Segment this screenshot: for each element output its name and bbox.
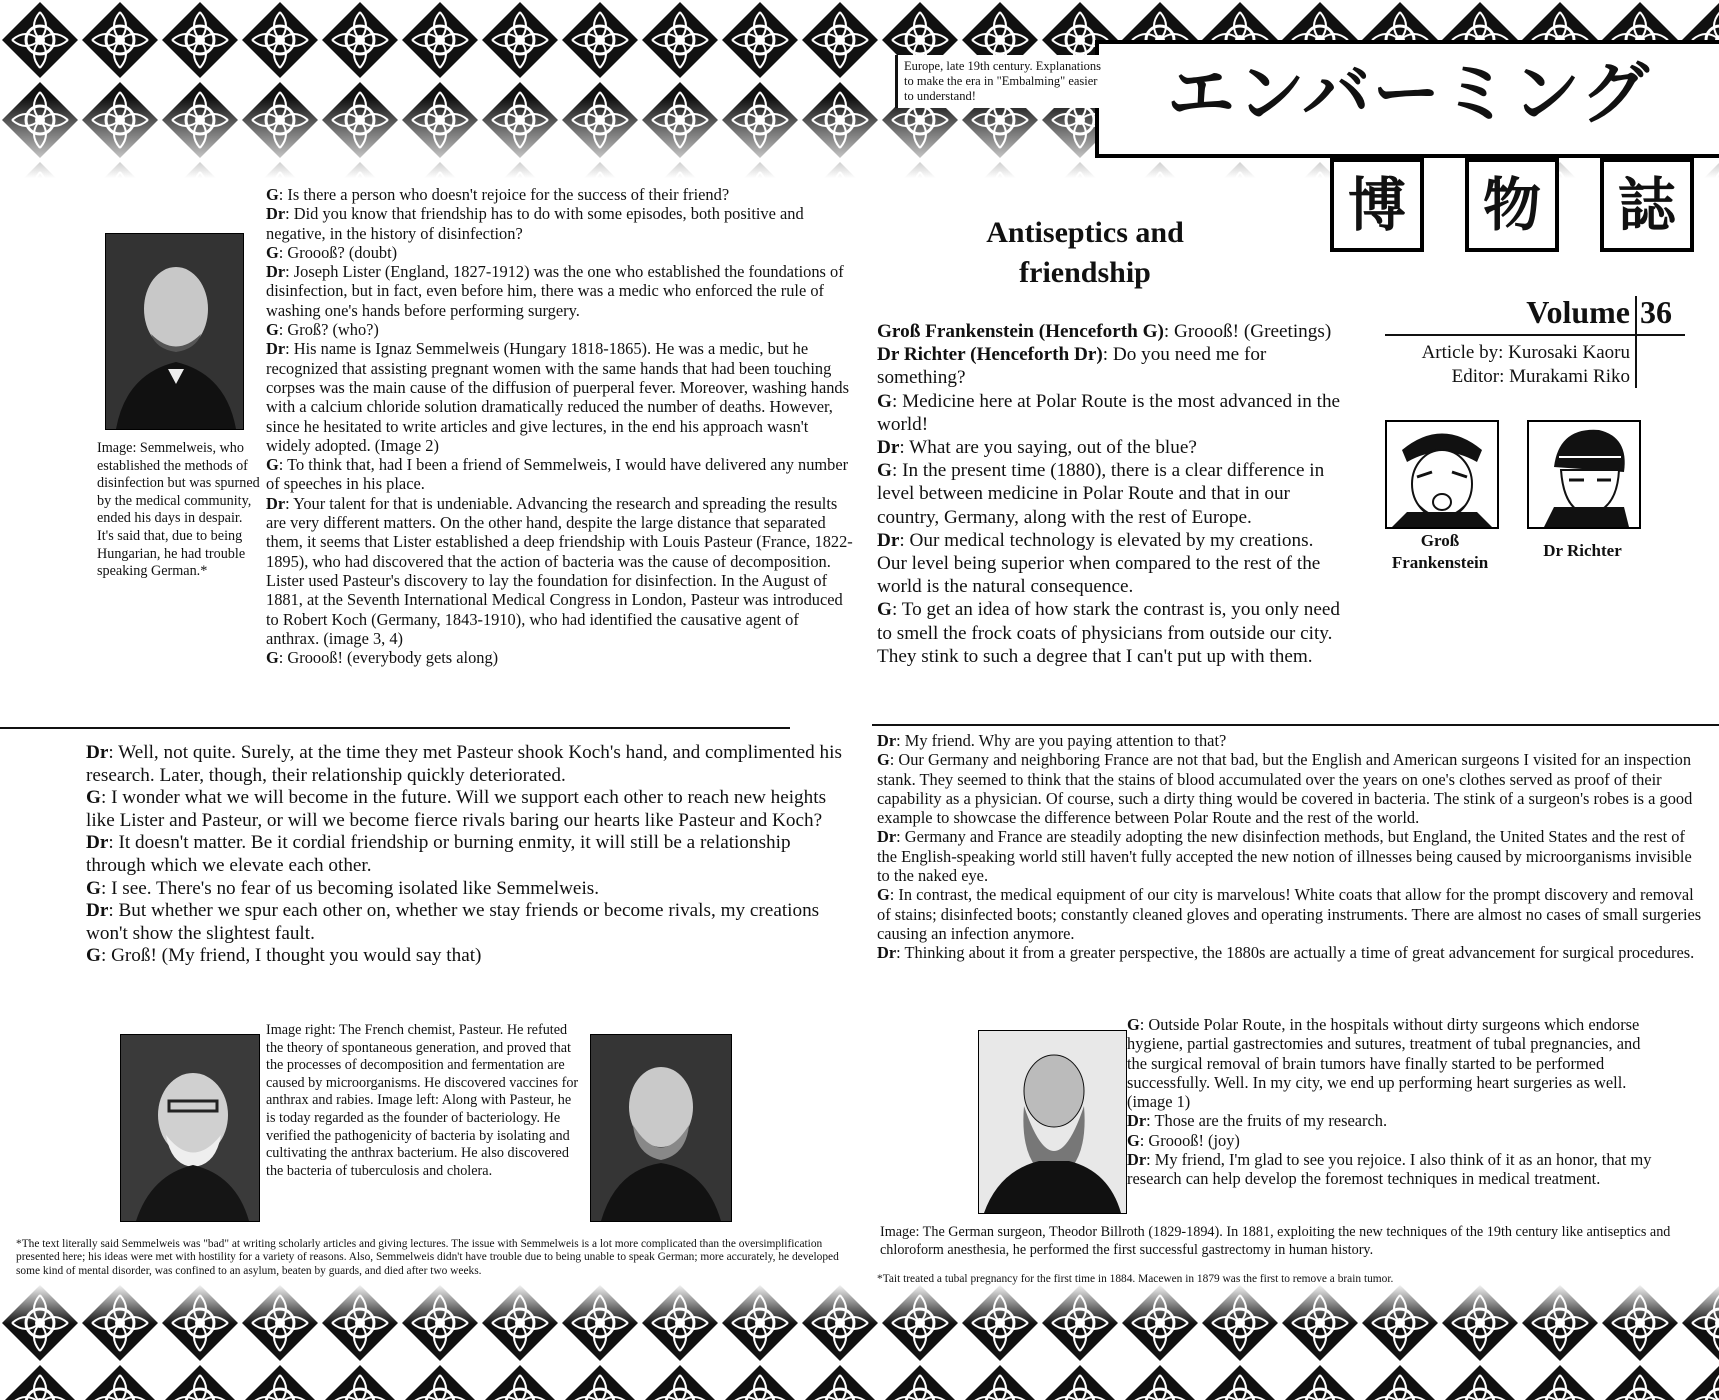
dialogue-line xyxy=(86,742,846,787)
logo-kanji-2: 物 xyxy=(1465,158,1559,252)
left-divider xyxy=(0,727,790,729)
bottom-pattern-band xyxy=(0,1283,1719,1400)
speaker: Dr xyxy=(266,204,286,224)
semmelweis-portrait-icon xyxy=(106,234,243,429)
speech: : Is there a person who doesn't rejoice for the success of their friend? xyxy=(278,185,730,204)
koch-photo xyxy=(120,1034,260,1222)
pasteur-koch-caption: Image right: The French chemist, Pasteur. He refuted the theory of spontaneous generation, and proved that the processes of decomposition and fermentation are caused by microorganisms. He discovered vaccines for anthrax and rabies. Image left: Along with Pasteur, he is today regarded as the founder of bacteriology. He verified the pathogenicity of bacteria by isolating and cultivating the anthrax bacterium. He also discovered the bacteria of tuberculosis and cholera. xyxy=(266,1022,579,1179)
richter-name-line1: Dr Richter xyxy=(1543,541,1622,560)
dialogue-line xyxy=(877,390,1347,436)
speaker: G xyxy=(877,460,892,482)
footnote-left: *The text literally said Semmelweis was "bad" at writing scholarly articles and giving lectures. The issue with Semmelweis is a lot more complicated than the oversimplification presented here; his ideas were met with hostility for a variety of reasons. Also, Semmelweis didn't have trouble due to being unable to speak German; more accurately, he developed some kind of mental disorder, was confined to an asylum, beaten by guards, and died after two weeks. xyxy=(16,1238,839,1277)
dialogue-line xyxy=(1127,1111,1657,1130)
speech: : Germany and France are steadily adopting the new disinfection methods, but England, the United States and the rest of the English-speaking world still haven't fully accepted the new notion of illnesses being caused by microorganisms invisible to the naked eye. xyxy=(877,827,1692,886)
speaker: Dr Richter (Henceforth Dr) xyxy=(877,344,1103,366)
logo-katakana: エンバーミング xyxy=(1095,40,1719,158)
volume-rule xyxy=(1385,334,1685,336)
speaker: Groß Frankenstein (Henceforth G) xyxy=(877,321,1164,342)
dialogue-line xyxy=(266,339,856,455)
dialogue-line xyxy=(86,900,846,945)
dialogue-line xyxy=(877,598,1347,668)
speech: : What are you saying, out of the blue? xyxy=(899,437,1197,459)
richter-name xyxy=(1515,540,1650,562)
article-title xyxy=(960,213,1210,293)
volume-number: 36 xyxy=(1640,294,1672,330)
speech: : Our Germany and neighboring France are not that bad, but the English and American surgeons I visited for an inspection stank. They seemed to think that the stains of blood accumulated over the years on one's clothes served as proof of their capability as a physician. Of course, such a dirty thing would be covered in bacteria. The stink of a surgeon's robes is a good example to showcase the difference between Polar Route and the rest of the world. xyxy=(877,750,1693,828)
speaker: Dr xyxy=(1127,1111,1147,1131)
pasteur-portrait-icon xyxy=(591,1035,731,1221)
speaker: Dr xyxy=(266,339,286,359)
title-line-2: friendship xyxy=(1019,256,1151,289)
bottom-right-dialogue xyxy=(877,731,1707,963)
speaker: Dr xyxy=(877,731,897,750)
title-line-1: Antiseptics and xyxy=(986,216,1184,249)
billroth-caption: Image: The German surgeon, Theodor Billroth (1829-1894). In 1881, exploiting the new techniques of the 19th century like antiseptics and chloroform anesthesia, he performed the first successful gastrectomy in human history. xyxy=(880,1224,1671,1258)
gross-face-icon xyxy=(1387,422,1497,527)
speech: : Groooß? (doubt) xyxy=(278,242,398,262)
speaker: Dr xyxy=(877,827,897,847)
dialogue-line xyxy=(266,648,856,667)
speech: : Joseph Lister (England, 1827-1912) was the one who established the foundations of disinfection, but in fact, even before him, there was a medic who enforced the rule of washing one's hands before performing surgery. xyxy=(266,262,844,320)
speech: : In contrast, the medical equipment of our city is marvelous! White coats that allow for the prompt discovery and removal of stains; disinfected boots; constantly cleaned gloves and operating instruments. There are almost no cases of small surgeries causing an infection anymore. xyxy=(877,885,1702,943)
bottom-left-dialogue xyxy=(86,742,846,968)
speaker: G xyxy=(266,320,279,340)
speech: : To think that, had I been a friend of Semmelweis, I would have delivered any number of speeches in his place. xyxy=(266,455,849,494)
speech: : Well, not quite. Surely, at the time they met Pasteur shook Koch's hand, and complimented his research. Later, though, their relationship quickly deteriorated. xyxy=(86,742,842,786)
dialogue-line xyxy=(266,243,856,262)
dialogue-line xyxy=(877,343,1347,389)
semmelweis-photo xyxy=(105,233,244,430)
koch-portrait-icon xyxy=(121,1035,259,1221)
billroth-dialogue xyxy=(1127,1015,1657,1189)
gross-name-line2: Frankenstein xyxy=(1391,553,1489,572)
dialogue-line xyxy=(1127,1015,1657,1111)
top-left-dialogue xyxy=(266,185,856,667)
dialogue-line xyxy=(86,945,846,968)
speech: : It doesn't matter. Be it cordial friendship or burning enmity, it will still be a relationship through which we elevate each other. xyxy=(86,832,791,876)
dialogue-line xyxy=(86,787,846,832)
intro-dialogue xyxy=(877,320,1347,668)
dialogue-line xyxy=(877,436,1347,459)
speech: : Did you know that friendship has to do with some episodes, both positive and negative, in the history of disinfection? xyxy=(266,204,804,243)
billroth-portrait-icon xyxy=(979,1031,1126,1213)
speech: : Groß! (My friend, I thought you would say that) xyxy=(100,945,482,967)
logo-kanji-row xyxy=(1320,158,1710,250)
speaker: G xyxy=(877,750,890,770)
dialogue-line xyxy=(266,262,856,320)
footnote-right: *Tait treated a tubal pregnancy for the first time in 1884. Macewen in 1879 was the first to remove a brain tumor. xyxy=(877,1273,1394,1285)
logo-kanji-3: 誌 xyxy=(1600,158,1694,252)
dialogue-line xyxy=(266,320,856,339)
volume-block xyxy=(1385,296,1685,396)
dialogue-line xyxy=(86,878,846,901)
richter-face-icon xyxy=(1529,422,1639,527)
speech: : Do you need me for something? xyxy=(877,344,1267,389)
speaker: Dr xyxy=(266,493,286,513)
gross-name-line1: Groß xyxy=(1420,531,1460,550)
gross-portrait xyxy=(1385,420,1499,529)
speech: : To get an idea of how stark the contrast is, you only need to smell the frock coats of physicians from outside our city. They stink to such a degree that I can't put up with them. xyxy=(877,599,1340,667)
speaker: G xyxy=(1127,1015,1140,1034)
speaker: G xyxy=(877,390,892,412)
speech: : But whether we spur each other on, whether we stay friends or become rivals, my creations won't show the slightest fault. xyxy=(86,900,820,944)
speech: : Those are the fruits of my research. xyxy=(1146,1111,1388,1131)
speaker: Dr xyxy=(86,900,109,922)
dialogue-line xyxy=(877,827,1707,885)
speech: : I wonder what we will become in the future. Will we support each other to reach new heights like Lister and Pasteur, or will we become fierce rivals baring our hearts like Pasteur and Koch? xyxy=(86,787,827,831)
speaker: Dr xyxy=(86,742,109,763)
dialogue-line xyxy=(877,320,1347,343)
speaker: G xyxy=(86,945,101,967)
speaker: Dr xyxy=(877,437,900,459)
intro-note: Europe, late 19th century. Explanations to make the era in "Embalming" easier to understand! xyxy=(895,55,1115,108)
speech: : My friend, I'm glad to see you rejoice. I also think of it as an honor, that my research can help develop the foremost techniques in medical treatment. xyxy=(1127,1150,1652,1189)
speech: : My friend. Why are you paying attention to that? xyxy=(896,731,1227,750)
speech: : Groooß! (Greetings) xyxy=(1163,321,1332,342)
dialogue-line xyxy=(877,750,1707,827)
speaker: G xyxy=(266,242,279,262)
speech: : Outside Polar Route, in the hospitals without dirty surgeons which endorse hygiene, partial gastrectomies and sutures, treatment of tubal pregnancies, and the surgical removal of brain tumors have finally started to be performed successfully. Well. In my city, we end up performing heart surgeries as well. (image 1) xyxy=(1127,1015,1641,1112)
dialogue-line xyxy=(86,832,846,877)
pasteur-photo xyxy=(590,1034,732,1222)
bottom-pattern xyxy=(0,1283,1719,1400)
speaker: G xyxy=(877,599,892,621)
speaker: G xyxy=(266,455,279,475)
billroth-photo xyxy=(978,1030,1127,1214)
speech: : Your talent for that is undeniable. Advancing the research and spreading the results are very different matters. On the other hand, despite the large distance that separated them, it seems that Lister established a deep friendship with Louis Pasteur (France, 1822-1895), who had discovered that the action of bacteria was the cause of decomposition. Lister used Pasteur's discovery to lay the foundation for disinfection. In the August of 1881, at the Seventh International Medical Congress in London, Pasteur was introduced to Robert Koch (Germany, 1843-1910), who had identified the causative agent of anthrax. (image 3, 4) xyxy=(266,493,853,648)
speaker: G xyxy=(877,885,890,905)
speaker: Dr xyxy=(86,832,109,854)
speech: : His name is Ignaz Semmelweis (Hungary 1818-1865). He was a medic, but he recognized that assisting pregnant women with the same hands that had been touching corpses was the main cause of the diffusion of puerperal fever. Moreover, washing hands with a calcium chloride solution dramatically reduced the number of deaths. However, since he hesitated to write articles and give lectures, in the end his approach wasn't widely adopted. (Image 2) xyxy=(266,339,850,455)
speech: : Groooß! (everybody gets along) xyxy=(278,648,499,668)
dialogue-line xyxy=(877,885,1707,943)
right-divider xyxy=(872,724,1719,726)
dialogue-line xyxy=(877,529,1347,599)
semmelweis-caption: Image: Semmelweis, who established the methods of disinfection but was spurned by the medical community, ended his days in despair. It's said that, due to being Hungarian, he had trouble speaking German.* xyxy=(97,440,260,580)
speaker: Dr xyxy=(1127,1150,1147,1170)
dialogue-line xyxy=(877,459,1347,529)
speech: : Thinking about it from a greater perspective, the 1880s are actually a time of great advancement for surgical procedures. xyxy=(896,943,1695,963)
speaker: G xyxy=(86,787,101,809)
richter-portrait xyxy=(1527,420,1641,529)
speaker: G xyxy=(1127,1130,1140,1150)
dialogue-line xyxy=(1127,1131,1657,1150)
speech: : Medicine here at Polar Route is the most advanced in the world! xyxy=(877,390,1341,435)
speaker: G xyxy=(266,648,279,668)
speaker: Dr xyxy=(266,262,286,282)
dialogue-line xyxy=(266,185,856,204)
dialogue-line xyxy=(266,455,856,494)
dialogue-line xyxy=(1127,1150,1657,1189)
article-author: Article by: Kurosaki Kaoru xyxy=(1421,342,1630,363)
speech: : Groooß! (joy) xyxy=(1139,1130,1240,1150)
dialogue-line xyxy=(266,494,856,648)
dialogue-line xyxy=(266,204,856,243)
speech: : Our medical technology is elevated by my creations. Our level being superior when compared to the rest of the world is the natural consequence. xyxy=(877,529,1321,598)
logo-kanji-1: 博 xyxy=(1330,158,1424,252)
speaker: G xyxy=(86,877,101,899)
speaker: G xyxy=(266,185,279,204)
volume-divider xyxy=(1635,296,1637,388)
speech: : I see. There's no fear of us becoming isolated like Semmelweis. xyxy=(100,877,600,899)
gross-name xyxy=(1375,530,1505,574)
speaker: Dr xyxy=(877,943,897,963)
speech: : Groß? (who?) xyxy=(278,320,379,340)
dialogue-line xyxy=(877,731,1707,750)
article-editor: Editor: Murakami Riko xyxy=(1451,366,1630,387)
speech: : In the present time (1880), there is a clear difference in level between medicine in Polar Route and that in our country, Germany, along with the rest of Europe. xyxy=(877,460,1325,528)
dialogue-line xyxy=(877,943,1707,962)
speaker: Dr xyxy=(877,529,900,551)
volume-label: Volume xyxy=(1526,294,1630,330)
